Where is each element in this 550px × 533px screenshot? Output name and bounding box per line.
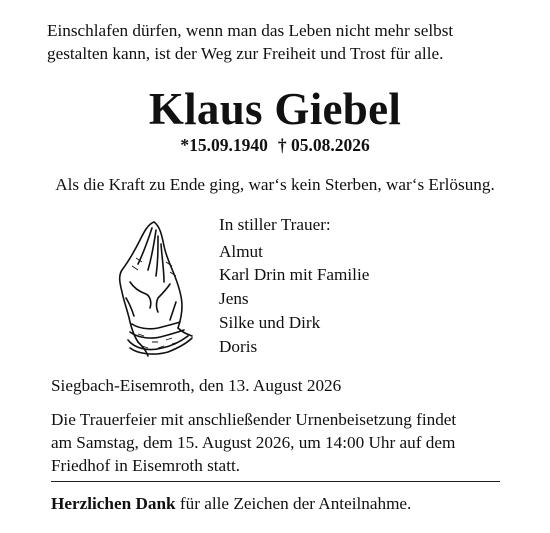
funeral-info-line-3: Friedhof in Eisemroth statt.: [51, 456, 241, 475]
mourner-name: Jens: [219, 289, 249, 308]
life-dates: [0, 133, 550, 157]
mourner-name: Doris: [219, 337, 258, 356]
thanks-bold: Herzlichen Dank: [51, 494, 176, 513]
birth-date: *15.09.1940: [180, 135, 268, 155]
mourner-name: Almut: [219, 242, 263, 261]
quote-line-1: Einschlafen dürfen, wenn man das Leben nicht mehr selbst: [47, 21, 454, 40]
deceased-name: Klaus Giebel: [148, 84, 402, 134]
place-and-date: Siegbach-Eisemroth, den 13. August 2026: [51, 376, 342, 395]
quote-line-2: gestalten kann, ist der Weg zur Freiheit und Trost für alle.: [47, 44, 444, 63]
mourners-heading: In stiller Trauer:: [219, 215, 331, 234]
motto-text: Als die Kraft zu Ende ging, war‘s kein Sterben, war‘s Erlösung.: [55, 175, 495, 194]
praying-hands-icon: [108, 218, 200, 358]
thanks-text: [51, 492, 411, 516]
death-date: † 05.08.2026: [277, 135, 370, 155]
thanks-rest: für alle Zeichen der Anteilnahme.: [175, 494, 412, 513]
funeral-info-line-2: am Samstag, dem 15. August 2026, um 14:00 Uhr auf dem: [51, 433, 456, 452]
divider: [51, 481, 500, 482]
funeral-info-line-1: Die Trauerfeier mit anschließender Urnenbeisetzung findet: [51, 410, 457, 429]
mourner-name: Karl Drin mit Familie: [219, 265, 370, 284]
mourner-name: Silke und Dirk: [219, 313, 321, 332]
